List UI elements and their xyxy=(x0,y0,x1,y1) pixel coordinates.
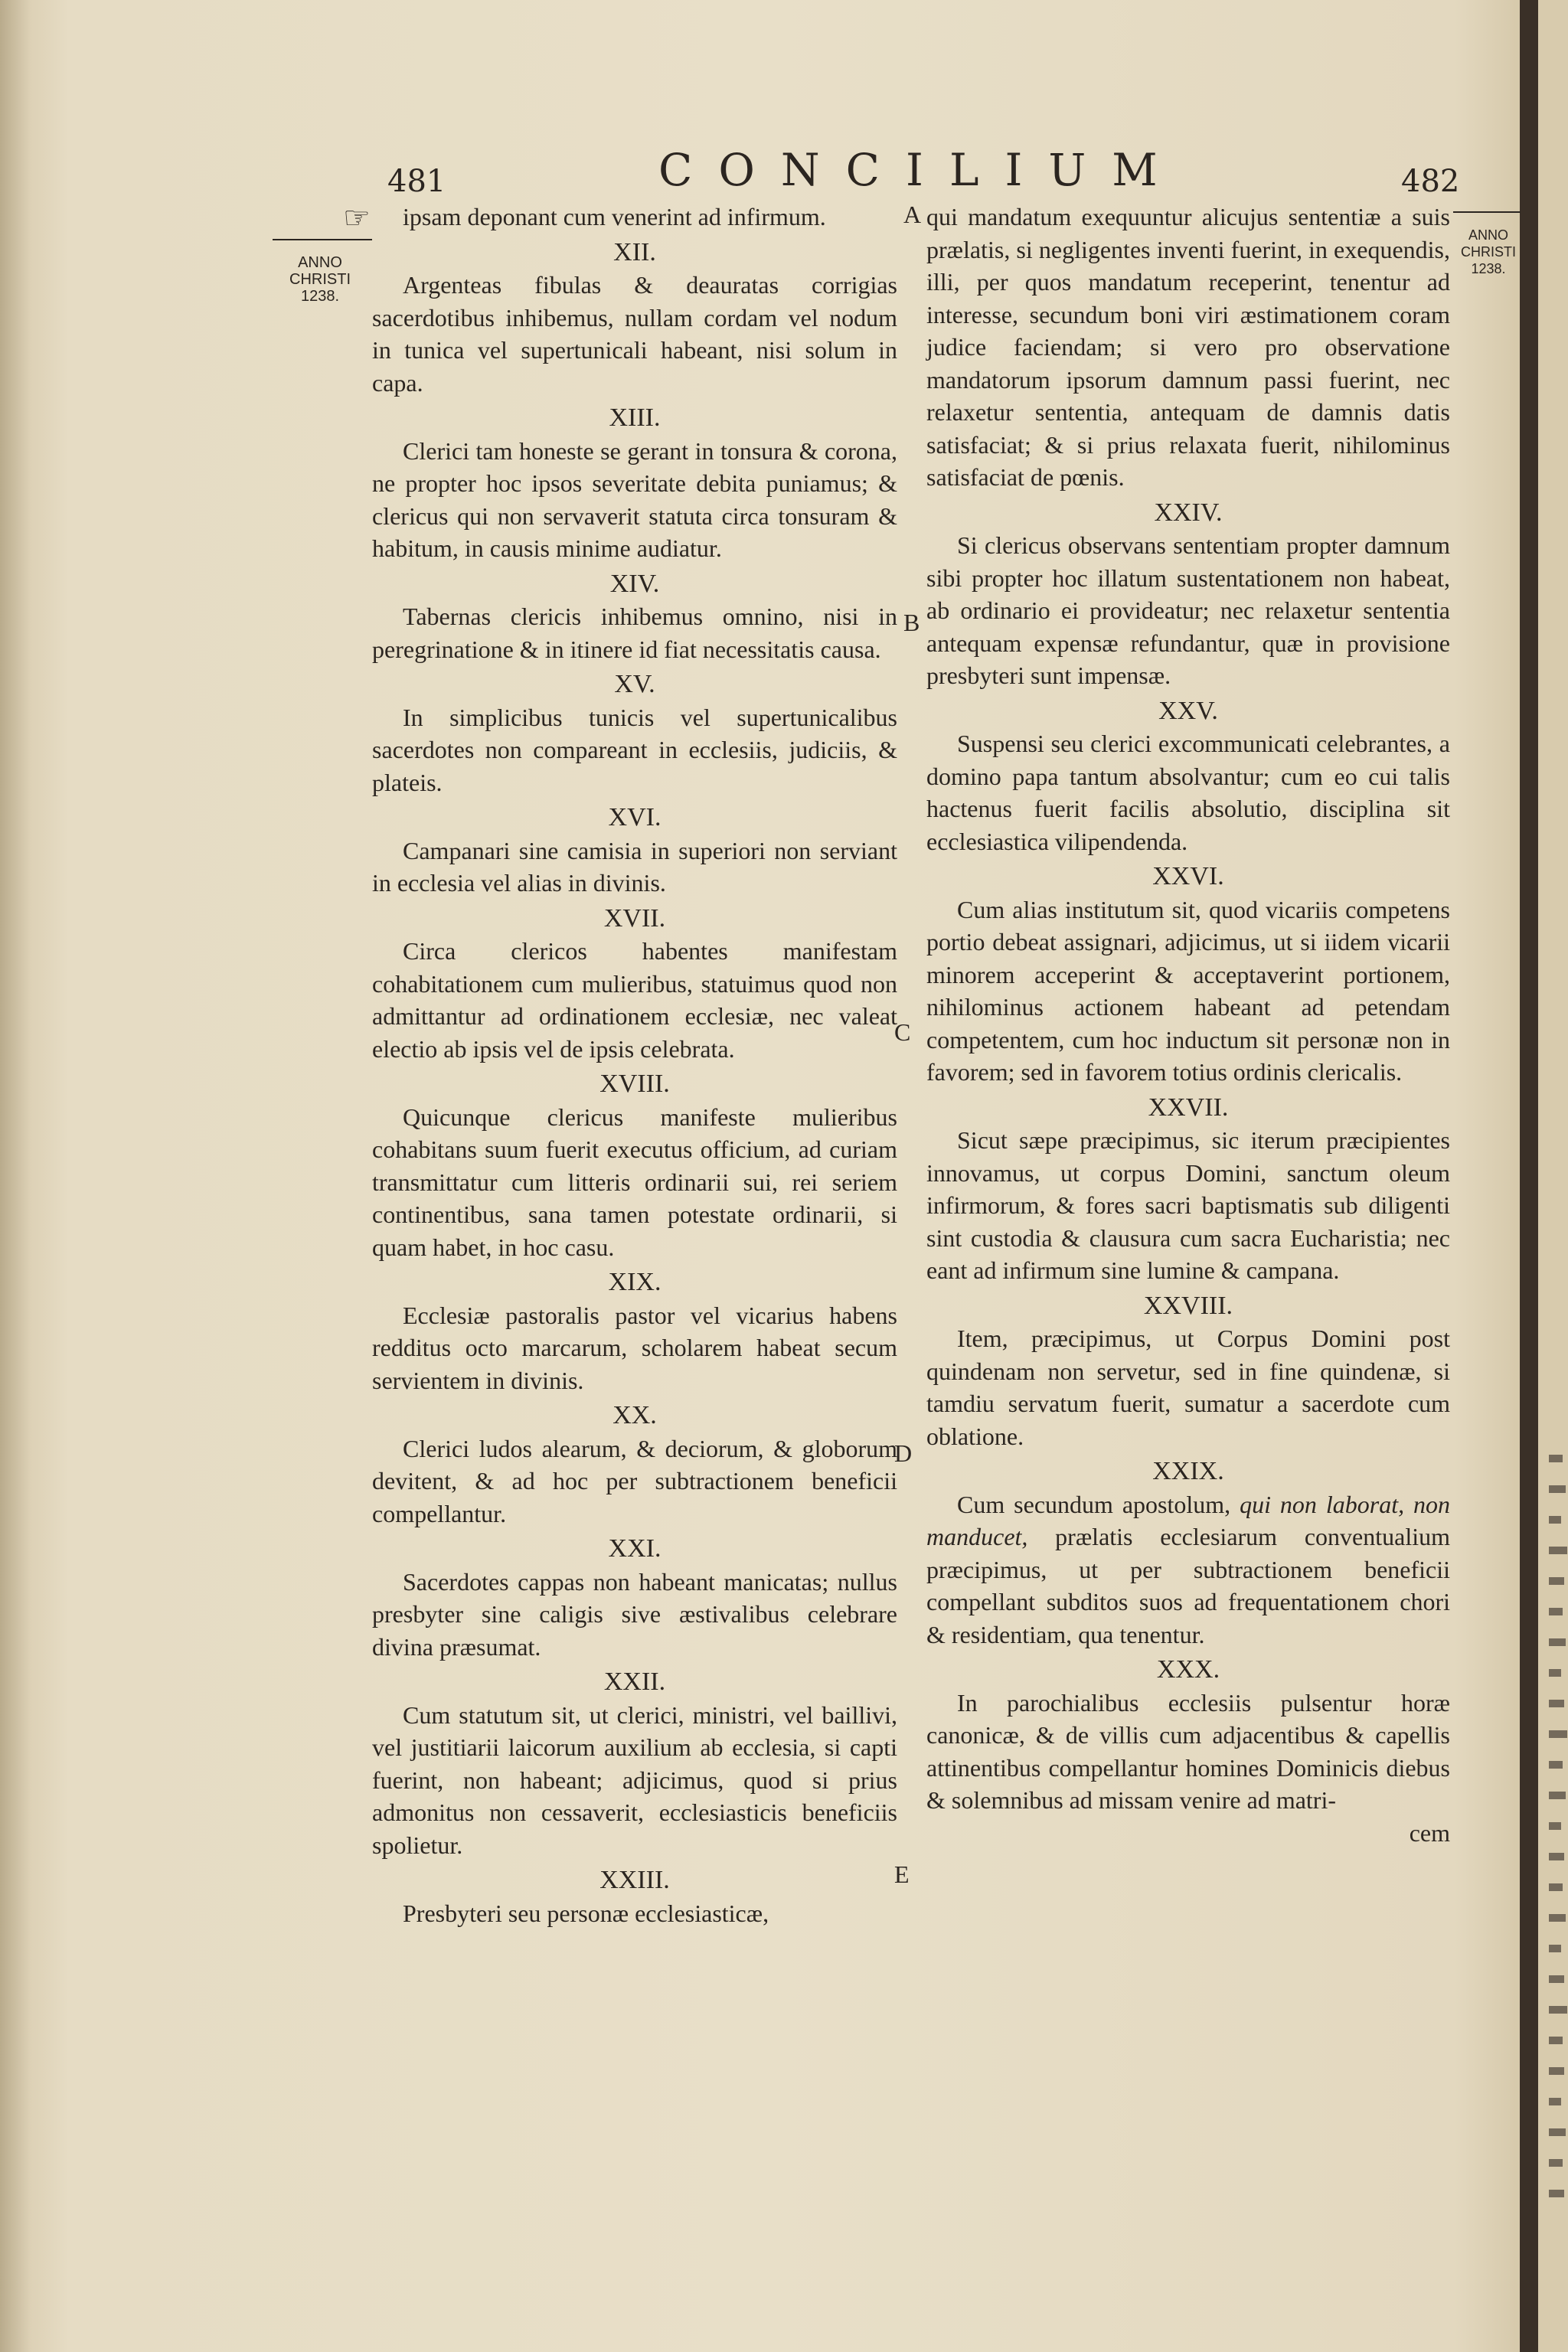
section-number: XIX. xyxy=(608,1268,662,1296)
right-section xyxy=(926,1290,1450,1453)
section-number: XXII. xyxy=(603,1668,666,1696)
left-column xyxy=(372,201,897,1929)
right-section xyxy=(926,1092,1450,1287)
margin-letter-c: C xyxy=(894,1018,911,1046)
running-title: CONCILIUM xyxy=(658,144,1184,196)
margin-rule-right xyxy=(1453,211,1521,213)
section-text: Clerici tam honeste se gerant in tonsura & corona, ne propter hoc ipsos severitate debita puniamus; & clericus qui non servaverit statuta circa tonsuram & habitum, in causis minime audiatur. xyxy=(372,436,897,562)
section-text: In simplicibus tunicis vel supertunicalibus sacerdotes non compareant in ecclesiis, judiciis, & plateis. xyxy=(372,703,897,796)
section-number: XXX. xyxy=(1156,1655,1220,1684)
right-column xyxy=(926,201,1450,1849)
margin-letter-b: B xyxy=(903,609,920,636)
section-number: XXVI. xyxy=(1152,862,1224,890)
section-number: XXIX. xyxy=(1152,1457,1224,1485)
section-number: XXI. xyxy=(608,1534,662,1563)
section-text: Quicunque clericus manifeste mulieribus cohabitans suum fuerit executus officium, ad curiam transmittatur cum litteris ordinarii sui, rei seriem continentibus, sana tamen potestate ordinarii, si quam habet, in hoc casu. xyxy=(372,1102,897,1261)
section-text: In parochialibus ecclesiis pulsentur horæ canonicæ, & de villis cum adjacentibus & capellis attinentibus compellantur homines Dominicis diebus & solemnibus ad missam venire ad matri- xyxy=(926,1688,1450,1814)
left-section xyxy=(372,1068,897,1263)
left-section xyxy=(372,237,897,400)
section-text: Cum secundum apostolum, qui non laborat, non manducet, prælatis ecclesiarum conventualium præcipimus, ut per subtractionem beneficii compellant subditos suos ad frequentationem chori & residentiam, qua tenentur. xyxy=(926,1490,1451,1648)
section-number: XII. xyxy=(613,237,656,266)
section-number: XXVIII. xyxy=(1143,1291,1233,1320)
anno-christi-right: ANNO CHRISTI 1238. xyxy=(1461,227,1516,276)
section-text: Sicut sæpe præcipimus, sic iterum præcipientes innovamus, ut corpus Domini, sanctum oleum infirmorum, & fores sacri baptismatis sub diligenti sint custodia & clausura cum sacra Eucharistia; nec eant ad infirmum sine lumine & campana. xyxy=(926,1126,1450,1284)
margin-rule-left xyxy=(273,239,372,240)
page-number-right: 482 xyxy=(1401,164,1460,199)
section-text: Presbyteri seu personæ ecclesiasticæ, xyxy=(403,1899,769,1927)
left-section xyxy=(372,802,897,900)
margin-letter-d: D xyxy=(894,1439,913,1467)
section-text: Circa clericos habentes manifestam cohabitationem cum mulieribus, statuimus quod non admittantur ad ordinationem ecclesiæ, nec valeat electio ab ipsis vel de ipsis celebrata. xyxy=(372,937,897,1063)
left-section xyxy=(372,1666,897,1861)
section-number: XVII. xyxy=(603,903,666,933)
page-number-left: 481 xyxy=(387,164,446,199)
section-text: Sacerdotes cappas non habeant manicatas; nullus presbyter sine caligis sive æstivalibus celebrare divina præsumat. xyxy=(372,1567,897,1661)
pointing-hand-icon: ☞ xyxy=(343,201,371,236)
section-number: XV. xyxy=(614,670,655,698)
margin-letter-a: A xyxy=(903,201,922,228)
book-spine xyxy=(1520,0,1538,2352)
section-text: Item, præcipimus, ut Corpus Domini post quindenam non servetur, sed in fine quindenæ, si tamdiu servatum fuerit, sumatur a sacerdote cum oblatione. xyxy=(926,1325,1450,1450)
section-number: XIV. xyxy=(609,569,660,598)
right-section xyxy=(926,1654,1450,1817)
section-number: XVI. xyxy=(608,803,662,831)
section-number: XXIV. xyxy=(1154,498,1223,527)
section-text: Suspensi seu clerici excommunicati celebrantes, a domino papa tantum absolvantur; cum eo cui talis hactenus fuerit facilis absolutio, disciplina sit ecclesiastica vilipendenda. xyxy=(926,730,1450,855)
left-section xyxy=(372,903,897,1066)
left-section xyxy=(372,1400,897,1530)
margin-letter-e: E xyxy=(894,1860,910,1888)
section-text: Tabernas clericis inhibemus omnino, nisi in peregrinatione & in itinere id fiat necessitatis causa. xyxy=(372,603,897,663)
section-text: Cum statutum sit, ut clerici, ministri, vel baillivi, vel justitiarii laicorum auxilium ab ecclesia, si capti fuerint, non habeant; adjicimus, quod si prius admonitus non cessaverit, ecclesiasticis beneficiis spolietur. xyxy=(372,1700,897,1859)
section-text: Campanari sine camisia in superiori non serviant in ecclesia vel alias in divinis. xyxy=(372,836,897,897)
left-intro-text: ipsam deponant cum venerint ad infirmum. xyxy=(403,203,826,230)
left-section xyxy=(372,668,897,799)
left-section xyxy=(372,1864,897,1929)
right-section xyxy=(926,695,1450,858)
section-number: XX. xyxy=(612,1401,657,1429)
section-number: XXIII. xyxy=(599,1866,670,1894)
right-section xyxy=(926,861,1450,1089)
section-number: XXV. xyxy=(1158,696,1218,725)
section-text: Clerici ludos alearum, & deciorum, & globorum devitent, & ad hoc per subtractionem beneficii compellantur. xyxy=(372,1434,897,1527)
right-section xyxy=(926,497,1450,692)
left-section xyxy=(372,1266,897,1396)
right-section xyxy=(926,1455,1450,1651)
section-text: Argenteas fibulas & deauratas corrigias sacerdotibus inhibemus, nullam cordam vel nodum in tunica vel supertunicali habeant, nisi solum in capa. xyxy=(372,271,897,397)
left-section xyxy=(372,568,897,666)
left-section xyxy=(372,402,897,565)
section-text: Si clericus observans sententiam propter damnum sibi propter hoc illatum sustentationem non habeat, ab ordinario ei provideatur; nec relaxetur sententia antequam expensæ refundantur, quæ in provisione presbyteri sunt impensæ. xyxy=(926,531,1450,689)
section-text: Ecclesiæ pastoralis pastor vel vicarius habens redditus octo marcarum, scholarem habeat secum servientem in divinis. xyxy=(372,1301,897,1394)
section-number: XXVII. xyxy=(1148,1093,1229,1122)
section-text: Cum alias institutum sit, quod vicariis competens portio debeat assignari, adjicimus, ut si iidem vicarii minorem acceperint & acceptaverint portionem, nihilominus actionem habeant ad petendam competentem, cum hoc inductum sit personæ non in favorem; sed in favorem totius ordinis clericalis. xyxy=(926,895,1450,1086)
section-number: XIII. xyxy=(609,403,661,432)
section-number: XVIII. xyxy=(599,1070,670,1098)
right-intro-text: qui mandatum exequuntur alicujus sententiæ a suis prælatis, si negligentes inventi fuerint, in exequendis, illi, per quos mandatum receperint, tenentur ad interesse, secundum boni viri æstimationem coram judice faciendam; si vero pro observatione mandatorum ipsorum damnum passi fuerint, nec relaxetur sententia, antequam de damnis datis satisfaciat; & si prius relaxata fuerit, nihilominus satisfaciat de pœnis. xyxy=(926,203,1450,491)
anno-christi-left: ANNO CHRISTI 1238. xyxy=(289,254,351,305)
left-section xyxy=(372,1533,897,1663)
adjacent-page-edge xyxy=(1538,0,1568,2352)
catchword: cem xyxy=(1409,1818,1450,1847)
